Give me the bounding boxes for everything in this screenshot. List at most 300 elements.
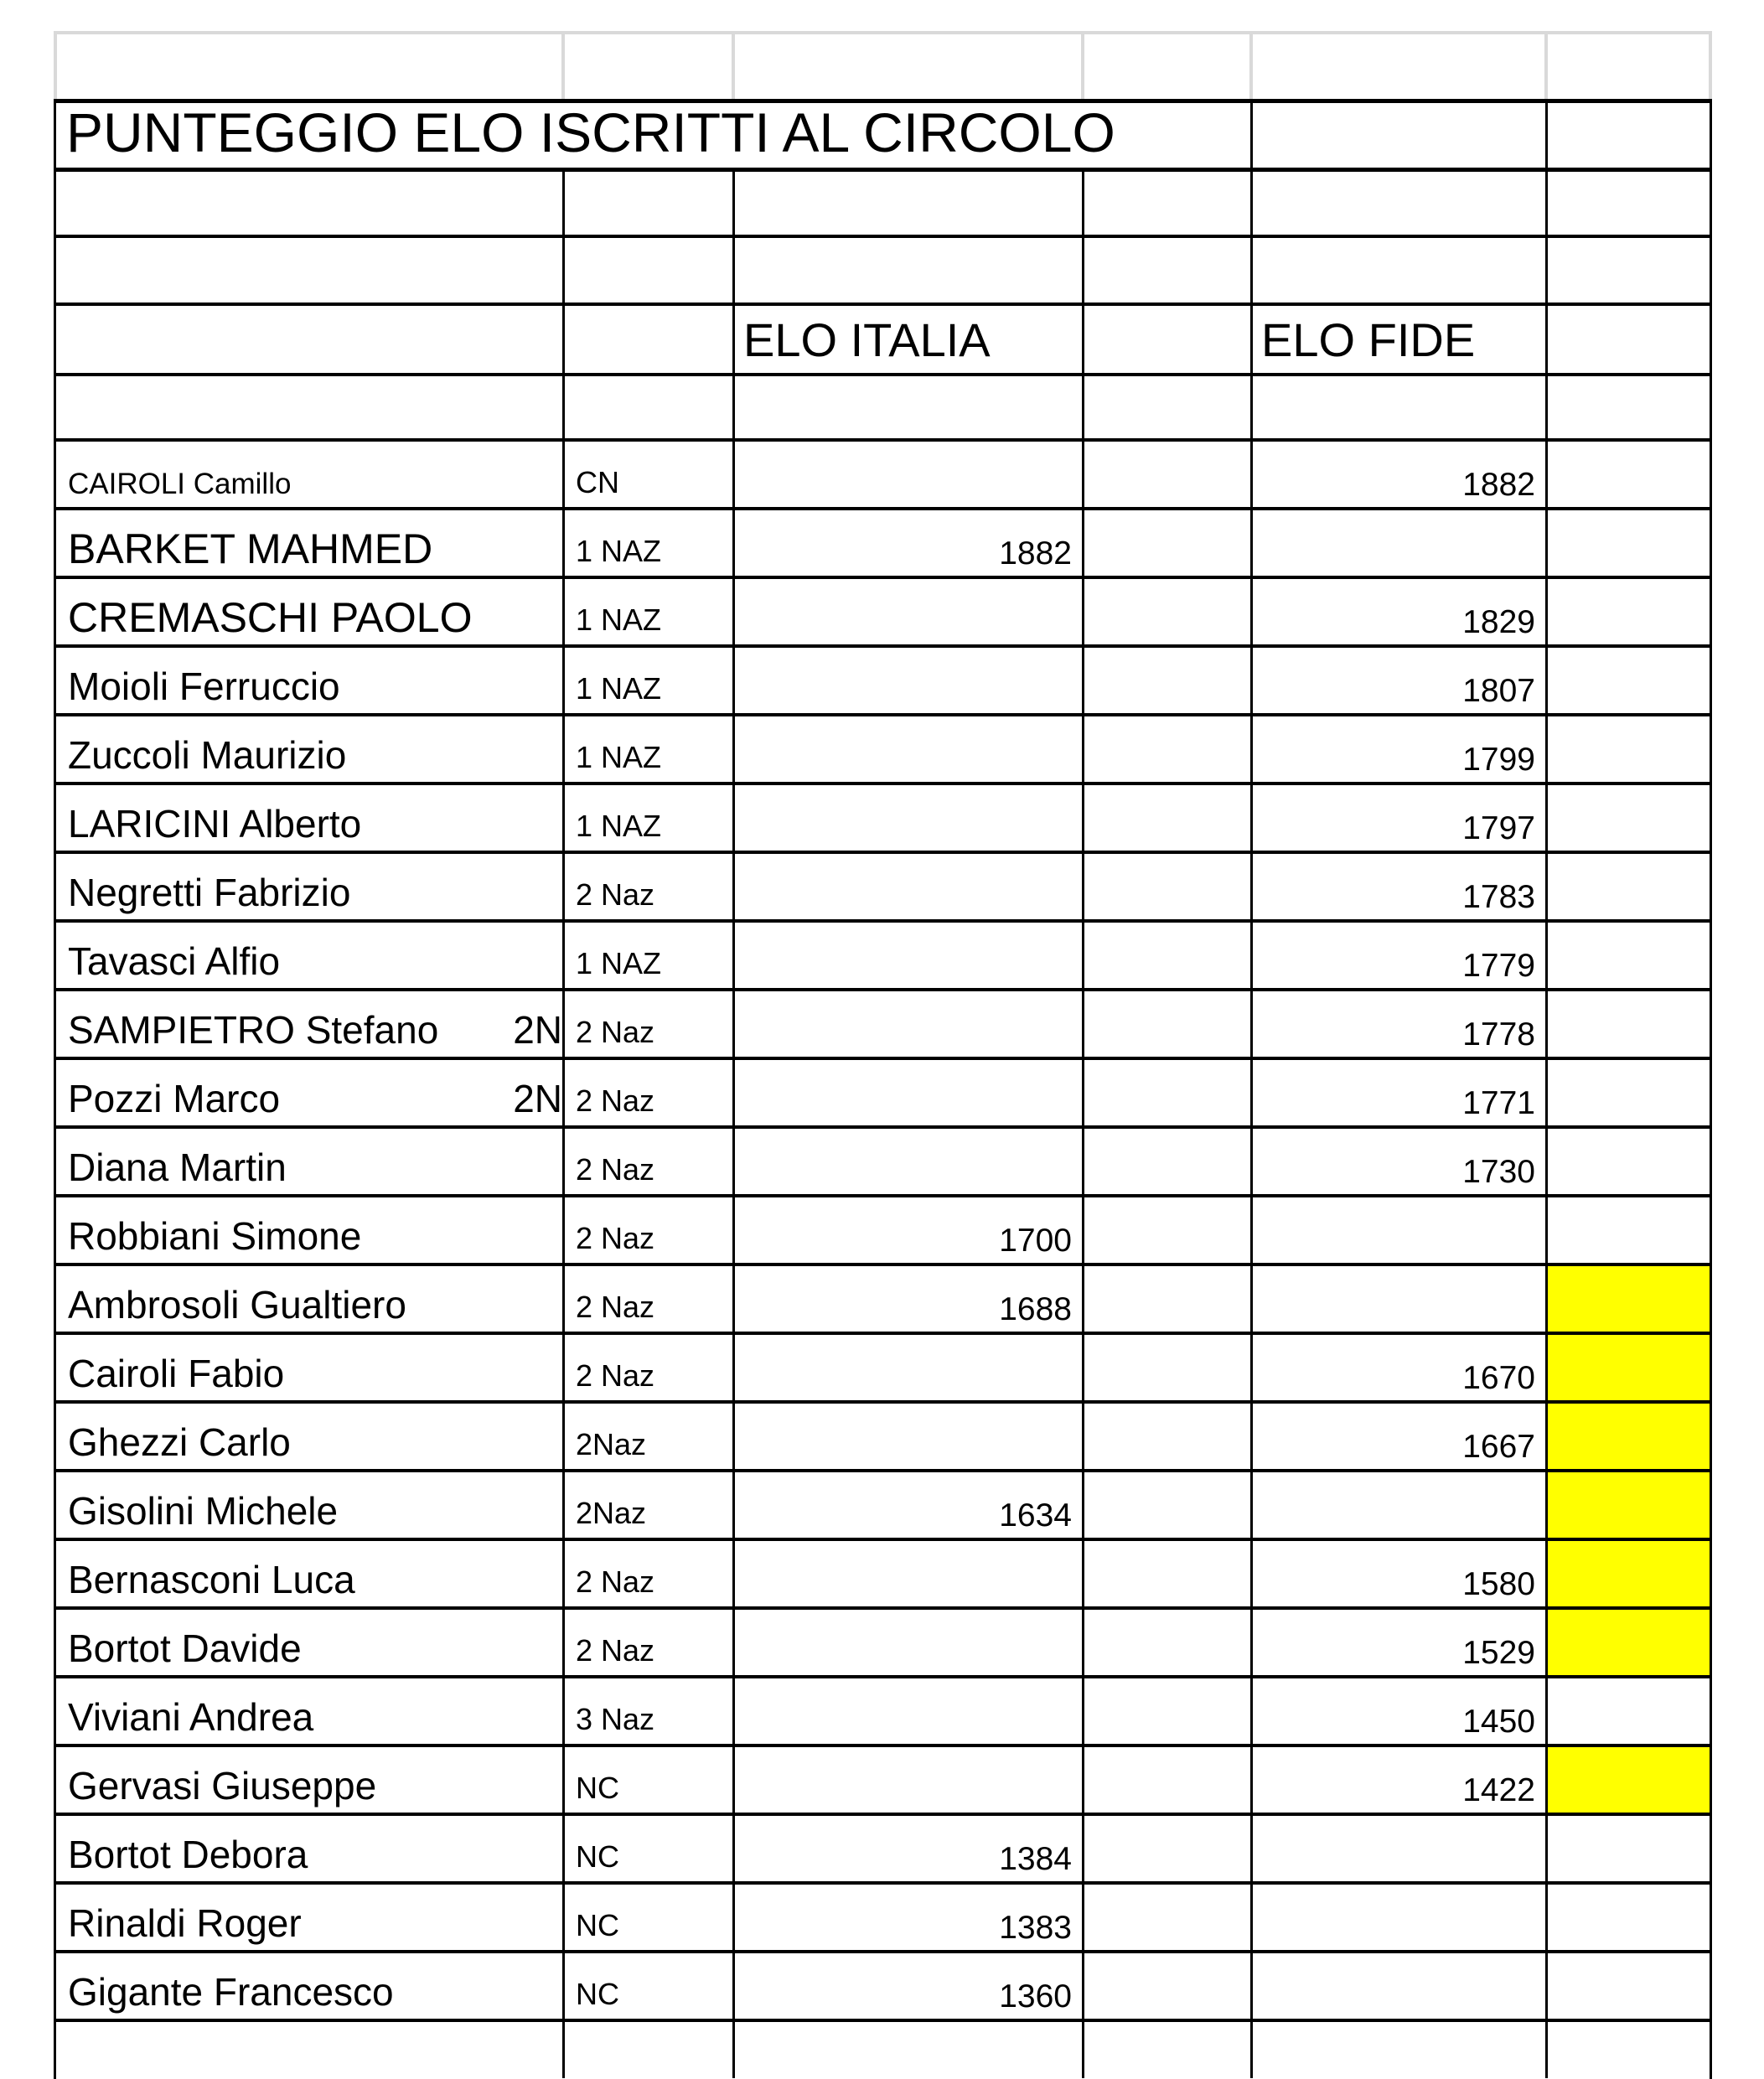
category-label: NC [576,1770,619,1805]
empty-cell [735,376,1084,438]
spacer-cell [1084,1678,1253,1744]
empty-cell [1253,2022,1548,2078]
elo-italia-cell [735,510,1084,576]
category-cell [565,1885,735,1950]
spacer-cell [1084,854,1253,919]
player-name: Rinaldi Roger [68,1901,302,1946]
player-name-cell [56,1129,565,1194]
player-name: Negretti Fabrizio [68,871,351,915]
elo-fide-cell [1253,923,1548,988]
player-rows [56,438,1710,2019]
empty-cell [1253,376,1548,438]
elo-fide-cell [1253,1747,1548,1813]
spacer-cell [1084,923,1253,988]
elo-fide-cell [1253,1335,1548,1400]
spacer-cell [1084,1541,1253,1606]
player-name: Gervasi Giuseppe [68,1764,377,1808]
elo-italia-cell [735,1060,1084,1125]
elo-fide-value: 1580 [1462,1565,1535,1602]
category-label: NC [576,1976,619,2011]
player-name-cell [56,1678,565,1744]
player-name: CREMASCHI PAOLO [68,593,473,641]
category-label: 1 NAZ [576,808,662,843]
elo-italia-cell [735,923,1084,988]
highlight-cell [1548,1953,1710,2019]
elo-italia-value [1072,1806,1082,1813]
player-name: Robbiani Simone [68,1214,362,1259]
empty-cell [1084,2022,1253,2078]
player-name: Cairoli Fabio [68,1352,285,1396]
elo-fide-header-cell [1253,306,1548,373]
elo-fide-value [1535,569,1545,576]
spacer-cell [1084,1060,1253,1125]
player-name-cell [56,1953,565,2019]
highlight-cell [1548,1060,1710,1125]
highlight-cell [1548,1541,1710,1606]
elo-italia-value: 1688 [999,1290,1072,1327]
spacer-cell [1084,1266,1253,1332]
empty-cell [1253,103,1548,168]
elo-fide-cell [1253,1610,1548,1675]
partial-bottom-row [56,2019,1710,2078]
empty-cell [1084,172,1253,235]
elo-italia-value [1072,1600,1082,1606]
elo-italia-value [1072,1737,1082,1744]
elo-fide-value: 1771 [1462,1084,1535,1121]
highlight-cell [1548,991,1710,1057]
empty-cell [56,306,565,373]
player-name-cell [56,991,565,1057]
elo-italia-value: 1634 [999,1497,1072,1533]
spacer-cell [1084,1747,1253,1813]
category-cell [565,923,735,988]
table-row [56,1125,1710,1194]
elo-italia-value [1072,1050,1082,1057]
player-name: Moioli Ferruccio [68,665,340,709]
highlight-cell [1548,510,1710,576]
highlight-cell [1548,1404,1710,1469]
player-name-cell [56,716,565,782]
title-row [56,99,1710,168]
category-cell [565,1678,735,1744]
spacer-cell [1084,1129,1253,1194]
category-label: 3 Naz [576,1701,655,1736]
player-name: CAIROLI Camillo [68,467,292,500]
spacer-cell [1084,1885,1253,1950]
elo-table [54,99,1712,2079]
clipped-overflow-text: 2N [513,1008,562,1052]
highlight-cell [1548,1266,1710,1332]
player-name: Zuccoli Maurizio [68,733,347,778]
category-label: 1 NAZ [576,945,662,980]
empty-cell [1548,103,1710,168]
elo-fide-value: 1670 [1462,1359,1535,1396]
elo-fide-value: 1882 [1462,466,1535,503]
spacer-cell [1084,579,1253,644]
player-name: Gisolini Michele [68,1489,339,1533]
player-name-cell [56,1747,565,1813]
highlight-cell [1548,1197,1710,1263]
highlight-cell [1548,1129,1710,1194]
category-label: 2 Naz [576,877,655,912]
spacer-cell [1084,510,1253,576]
elo-fide-cell [1253,1885,1548,1950]
table-row [56,1400,1710,1469]
elo-fide-value [1535,2012,1545,2019]
empty-row [56,373,1710,438]
grid-cell [1084,34,1253,99]
empty-cell [1548,306,1710,373]
elo-italia-cell [735,785,1084,851]
elo-italia-value [1072,1668,1082,1675]
grid-cell [565,34,735,99]
elo-fide-value: 1783 [1462,878,1535,915]
category-cell [565,1816,735,1881]
elo-italia-cell [735,1541,1084,1606]
spacer-cell [1084,1335,1253,1400]
elo-italia-value [1072,706,1082,713]
elo-fide-value: 1799 [1462,741,1535,778]
category-cell [565,716,735,782]
category-cell [565,442,735,507]
elo-italia-cell [735,1335,1084,1400]
table-row [56,1606,1710,1675]
category-cell [565,785,735,851]
elo-fide-cell [1253,716,1548,782]
category-cell [565,1404,735,1469]
category-cell [565,1541,735,1606]
player-name-cell [56,1610,565,1675]
category-cell [565,1197,735,1263]
empty-cell [565,238,735,303]
elo-fide-value: 1450 [1462,1703,1535,1740]
category-cell [565,1335,735,1400]
table-row [56,1194,1710,1263]
player-name-cell [56,1404,565,1469]
category-label: NC [576,1839,619,1874]
table-row [56,1744,1710,1813]
table-row [56,713,1710,782]
category-cell [565,1610,735,1675]
elo-fide-value [1535,1875,1545,1881]
elo-italia-value: 1384 [999,1840,1072,1877]
elo-italia-cell [735,1885,1084,1950]
elo-fide-cell [1253,442,1548,507]
elo-fide-cell [1253,854,1548,919]
elo-fide-cell [1253,1678,1548,1744]
elo-fide-cell [1253,1197,1548,1263]
category-cell [565,1266,735,1332]
player-name-cell [56,579,565,644]
highlight-cell [1548,923,1710,988]
clipped-overflow-text: 2N [513,1077,562,1121]
category-cell [565,1953,735,2019]
elo-fide-cell [1253,785,1548,851]
table-row [56,1469,1710,1538]
empty-cell [1084,306,1253,373]
elo-fide-value [1535,1325,1545,1332]
elo-italia-cell [735,1266,1084,1332]
page-title: PUNTEGGIO ELO ISCRITTI AL CIRCOLO [66,103,1115,164]
elo-italia-cell [735,1404,1084,1469]
table-row [56,438,1710,507]
category-label: 2 Naz [576,1151,655,1187]
elo-fide-value: 1829 [1462,603,1535,640]
empty-cell [565,2022,735,2078]
spacer-cell [1084,1610,1253,1675]
elo-fide-value: 1779 [1462,947,1535,984]
spacer-cell [1084,1404,1253,1469]
grid-cell [1253,34,1548,99]
elo-italia-value [1072,1187,1082,1194]
empty-cell [1253,172,1548,235]
player-name-cell [56,785,565,851]
category-label: NC [576,1907,619,1942]
table-row [56,644,1710,713]
elo-fide-header: ELO FIDE [1261,313,1476,366]
category-cell [565,1129,735,1194]
empty-row [56,235,1710,303]
player-name: Bortot Debora [68,1833,308,1877]
elo-italia-value [1072,1462,1082,1469]
player-name: Bernasconi Luca [68,1558,355,1602]
elo-italia-value: 1882 [999,535,1072,571]
highlight-cell [1548,648,1710,713]
highlight-cell [1548,1335,1710,1400]
highlight-cell [1548,1610,1710,1675]
elo-italia-header-cell [735,306,1084,373]
elo-italia-value [1072,500,1082,507]
player-name-cell [56,1335,565,1400]
elo-italia-value: 1360 [999,1978,1072,2014]
player-name: Pozzi Marco [68,1077,281,1121]
table-row [56,507,1710,576]
title-cell [56,103,1253,168]
spacer-cell [1084,1197,1253,1263]
header-row [56,303,1710,373]
table-row [56,1263,1710,1332]
elo-fide-value: 1422 [1462,1771,1535,1808]
empty-cell [565,306,735,373]
elo-italia-cell [735,648,1084,713]
elo-fide-value: 1667 [1462,1428,1535,1465]
empty-cell [565,172,735,235]
category-label: 2Naz [576,1495,647,1530]
category-label: 2 Naz [576,1632,655,1668]
grid-cell [735,34,1084,99]
category-label: CN [576,464,619,499]
player-name: Gigante Francesco [68,1970,394,2014]
elo-italia-value [1072,913,1082,919]
empty-cell [56,238,565,303]
elo-italia-cell [735,716,1084,782]
spacer-cell [1084,1816,1253,1881]
category-label: 2 Naz [576,1083,655,1118]
elo-italia-cell [735,1678,1084,1744]
empty-cell [735,2022,1084,2078]
table-row [56,1332,1710,1400]
player-name: Viviani Andrea [68,1695,314,1740]
spacer-cell [1084,648,1253,713]
elo-italia-cell [735,1953,1084,2019]
highlight-cell [1548,1816,1710,1881]
category-label: 1 NAZ [576,739,662,774]
player-name-cell [56,1060,565,1125]
empty-cell [1548,2022,1710,2078]
grid-cell [57,34,565,99]
empty-cell [565,376,735,438]
elo-italia-value: 1700 [999,1222,1072,1259]
player-name-cell [56,442,565,507]
highlight-cell [1548,442,1710,507]
elo-italia-value [1072,1119,1082,1125]
category-label: 2 Naz [576,1014,655,1049]
spacer-cell [1084,1472,1253,1538]
highlight-cell [1548,1472,1710,1538]
category-label: 1 NAZ [576,533,662,568]
elo-italia-value [1072,775,1082,782]
category-label: 1 NAZ [576,602,662,637]
elo-fide-value: 1797 [1462,809,1535,846]
player-name-cell [56,854,565,919]
player-name: BARKET MAHMED [68,525,433,572]
category-label: 2 Naz [576,1358,655,1393]
category-label: 2 Naz [576,1289,655,1324]
elo-italia-cell [735,1197,1084,1263]
category-cell [565,1472,735,1538]
elo-italia-cell [735,579,1084,644]
empty-top-row [54,31,1712,99]
elo-italia-value [1072,981,1082,988]
elo-fide-cell [1253,1541,1548,1606]
elo-fide-value [1535,1943,1545,1950]
player-name: Bortot Davide [68,1626,302,1671]
player-name-cell [56,1816,565,1881]
player-name: LARICINI Alberto [68,802,362,846]
elo-fide-value [1535,1256,1545,1263]
highlight-cell [1548,1747,1710,1813]
elo-fide-cell [1253,991,1548,1057]
player-name: SAMPIETRO Stefano [68,1008,439,1052]
elo-fide-value: 1807 [1462,672,1535,709]
spacer-cell [1084,442,1253,507]
empty-cell [735,172,1084,235]
highlight-cell [1548,1885,1710,1950]
spacer-cell [1084,991,1253,1057]
table-row [56,988,1710,1057]
highlight-cell [1548,579,1710,644]
category-label: 1 NAZ [576,670,662,706]
highlight-cell [1548,716,1710,782]
elo-italia-cell [735,1472,1084,1538]
elo-italia-cell [735,1816,1084,1881]
player-name: Tavasci Alfio [68,939,281,984]
table-row [56,1813,1710,1881]
table-row [56,1881,1710,1950]
empty-cell [735,238,1084,303]
player-name: Ambrosoli Gualtiero [68,1283,406,1327]
elo-fide-value: 1778 [1462,1016,1535,1052]
player-name-cell [56,648,565,713]
empty-row [56,168,1710,235]
empty-cell [56,376,565,438]
elo-italia-header: ELO ITALIA [743,313,991,366]
elo-fide-cell [1253,1816,1548,1881]
empty-cell [1548,376,1710,438]
elo-fide-value [1535,1531,1545,1538]
highlight-cell [1548,854,1710,919]
category-label: 2Naz [576,1426,647,1461]
table-row [56,1538,1710,1606]
empty-cell [1084,238,1253,303]
spacer-cell [1084,785,1253,851]
table-row [56,782,1710,851]
elo-fide-cell [1253,648,1548,713]
elo-fide-cell [1253,579,1548,644]
empty-cell [1548,172,1710,235]
elo-italia-cell [735,1747,1084,1813]
category-cell [565,648,735,713]
table-row [56,1675,1710,1744]
elo-italia-cell [735,991,1084,1057]
elo-fide-cell [1253,1404,1548,1469]
player-name-cell [56,1541,565,1606]
elo-italia-cell [735,442,1084,507]
category-cell [565,1060,735,1125]
elo-italia-cell [735,1610,1084,1675]
elo-fide-cell [1253,1266,1548,1332]
elo-fide-cell [1253,1472,1548,1538]
table-row [56,1950,1710,2019]
player-name-cell [56,510,565,576]
elo-fide-value: 1529 [1462,1634,1535,1671]
category-cell [565,510,735,576]
category-label: 2 Naz [576,1220,655,1255]
grid-cell [1548,34,1712,99]
player-name-cell [56,1266,565,1332]
empty-cell [56,2022,565,2078]
category-cell [565,579,735,644]
elo-fide-value: 1730 [1462,1153,1535,1190]
elo-italia-cell [735,854,1084,919]
elo-fide-cell [1253,1060,1548,1125]
elo-italia-value [1072,638,1082,644]
elo-fide-cell [1253,510,1548,576]
elo-italia-cell [735,1129,1084,1194]
player-name-cell [56,923,565,988]
player-name: Ghezzi Carlo [68,1420,291,1465]
spacer-cell [1084,716,1253,782]
player-name-cell [56,1885,565,1950]
player-name-cell [56,1197,565,1263]
table-row [56,851,1710,919]
category-label: 2 Naz [576,1564,655,1599]
empty-cell [1548,238,1710,303]
spacer-cell [1084,1953,1253,2019]
elo-italia-value [1072,844,1082,851]
category-cell [565,1747,735,1813]
elo-fide-cell [1253,1953,1548,2019]
category-cell [565,991,735,1057]
empty-cell [1084,376,1253,438]
table-row [56,919,1710,988]
elo-italia-value [1072,1394,1082,1400]
highlight-cell [1548,785,1710,851]
highlight-cell [1548,1678,1710,1744]
empty-cell [1253,238,1548,303]
table-row [56,1057,1710,1125]
player-name: Diana Martin [68,1146,287,1190]
